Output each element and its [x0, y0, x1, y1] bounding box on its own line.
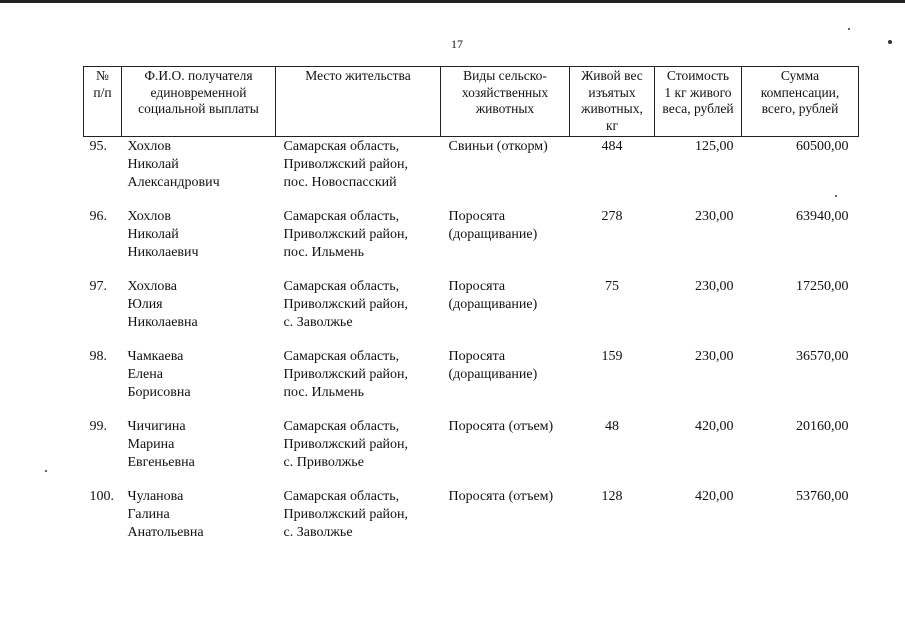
header-weight: Живой вес изъятых животных, кг	[570, 67, 655, 137]
row-place: Самарская область, Приволжский район, с. Заволжье	[283, 279, 409, 330]
compensation-table	[83, 66, 859, 558]
row-animal: Поросята (отъем)	[448, 489, 554, 504]
row-weight: 128	[601, 489, 623, 504]
table-row	[84, 488, 859, 558]
row-cost: 420,00	[695, 419, 734, 434]
row-total: 63940,00	[796, 209, 849, 224]
row-animal: Свиньи (откорм)	[448, 139, 548, 154]
table-row	[84, 208, 859, 278]
row-total: 60500,00	[796, 139, 849, 154]
table-row	[84, 137, 859, 209]
page-number: 17	[451, 37, 463, 51]
row-name: Хохлов Николай Николаевич	[127, 209, 199, 260]
row-num: 95.	[89, 139, 107, 154]
row-weight: 48	[605, 419, 619, 434]
row-place: Самарская область, Приволжский район, пос. Новоспасский	[283, 139, 409, 190]
row-weight: 75	[605, 279, 619, 294]
header-animal: Виды сельско- хозяйственных животных	[441, 67, 570, 137]
row-total: 20160,00	[796, 419, 849, 434]
scan-speck	[888, 40, 892, 44]
row-animal: Поросята (доращивание)	[448, 209, 538, 242]
table-row	[84, 418, 859, 488]
row-num: 97.	[89, 279, 107, 294]
row-total: 53760,00	[796, 489, 849, 504]
table-row	[84, 278, 859, 348]
row-cost: 230,00	[695, 279, 734, 294]
row-total: 17250,00	[796, 279, 849, 294]
row-weight: 159	[601, 349, 623, 364]
row-name: Чичигина Марина Евгеньевна	[127, 419, 195, 470]
row-place: Самарская область, Приволжский район, пос. Ильмень	[283, 209, 409, 260]
table-header-row	[84, 67, 859, 137]
scan-speck	[848, 28, 850, 30]
row-total: 36570,00	[796, 349, 849, 364]
header-place: Место жительства	[276, 67, 441, 137]
header-name: Ф.И.О. получателя единовременной социальной выплаты	[122, 67, 276, 137]
row-cost: 420,00	[695, 489, 734, 504]
header-total: Сумма компенсации, всего, рублей	[742, 67, 859, 137]
scan-speck	[45, 470, 47, 472]
row-cost: 125,00	[695, 139, 734, 154]
row-num: 99.	[89, 419, 107, 434]
table-row	[84, 348, 859, 418]
row-animal: Поросята (доращивание)	[448, 349, 538, 382]
row-animal: Поросята (доращивание)	[448, 279, 538, 312]
row-weight: 484	[601, 139, 623, 154]
row-name: Хохлова Юлия Николаевна	[127, 279, 198, 330]
row-cost: 230,00	[695, 349, 734, 364]
row-num: 100.	[89, 489, 114, 504]
row-num: 98.	[89, 349, 107, 364]
row-num: 96.	[89, 209, 107, 224]
row-name: Хохлов Николай Александрович	[127, 139, 220, 190]
header-cost: Стоимость 1 кг живого веса, рублей	[655, 67, 742, 137]
top-border-line	[0, 0, 905, 3]
row-weight: 278	[601, 209, 623, 224]
row-cost: 230,00	[695, 209, 734, 224]
row-place: Самарская область, Приволжский район, пос. Ильмень	[283, 349, 409, 400]
row-place: Самарская область, Приволжский район, с. Заволжье	[283, 489, 409, 540]
row-name: Чуланова Галина Анатольевна	[127, 489, 204, 540]
header-num: № п/п	[84, 67, 122, 137]
row-place: Самарская область, Приволжский район, с. Приволжье	[283, 419, 409, 470]
row-animal: Поросята (отъем)	[448, 419, 554, 434]
row-name: Чамкаева Елена Борисовна	[127, 349, 191, 400]
